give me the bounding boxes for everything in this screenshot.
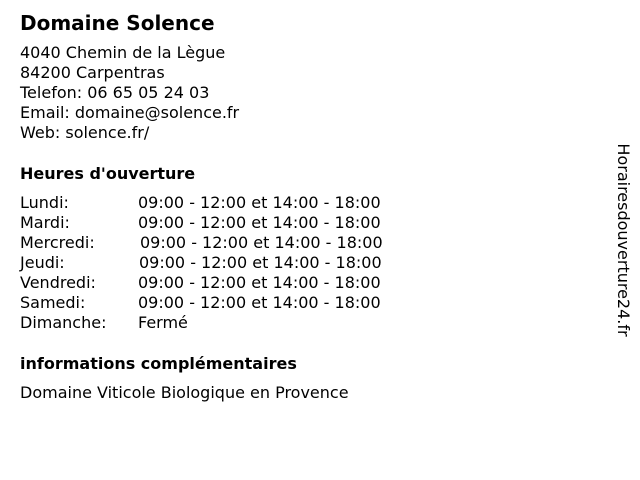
time-range: 09:00 - 12:00 et 14:00 - 18:00 bbox=[138, 193, 381, 212]
phone-number[interactable]: Telefon: 06 65 05 24 03 bbox=[20, 83, 210, 102]
address-city: 84200 Carpentras bbox=[20, 63, 165, 82]
day-label: Lundi: bbox=[20, 193, 69, 212]
additional-info-text: Domaine Viticole Biologique en Provence bbox=[20, 383, 349, 402]
time-range: 09:00 - 12:00 et 14:00 - 18:00 bbox=[140, 233, 383, 252]
contact-block bbox=[20, 43, 239, 143]
day-label: Mercredi: bbox=[20, 233, 95, 252]
address-street: 4040 Chemin de la Lègue bbox=[20, 43, 226, 62]
time-range: 09:00 - 12:00 et 14:00 - 18:00 bbox=[138, 213, 381, 232]
opening-hours-heading: Heures d'ouverture bbox=[20, 164, 196, 183]
time-range: Fermé bbox=[138, 313, 188, 332]
day-label: Dimanche: bbox=[20, 313, 107, 332]
additional-info-heading: informations complémentaires bbox=[20, 354, 297, 373]
day-label: Jeudi: bbox=[20, 253, 65, 272]
time-range: 09:00 - 12:00 et 14:00 - 18:00 bbox=[138, 273, 381, 292]
time-range: 09:00 - 12:00 et 14:00 - 18:00 bbox=[139, 253, 382, 272]
day-label: Vendredi: bbox=[20, 273, 96, 292]
day-label: Samedi: bbox=[20, 293, 86, 312]
site-watermark: Horairesdouverture24.fr bbox=[614, 143, 633, 337]
email-address[interactable]: Email: domaine@solence.fr bbox=[20, 103, 240, 122]
business-name: Domaine Solence bbox=[20, 11, 215, 35]
website-link[interactable]: Web: solence.fr/ bbox=[20, 123, 150, 142]
day-label: Mardi: bbox=[20, 213, 70, 232]
time-range: 09:00 - 12:00 et 14:00 - 18:00 bbox=[138, 293, 381, 312]
